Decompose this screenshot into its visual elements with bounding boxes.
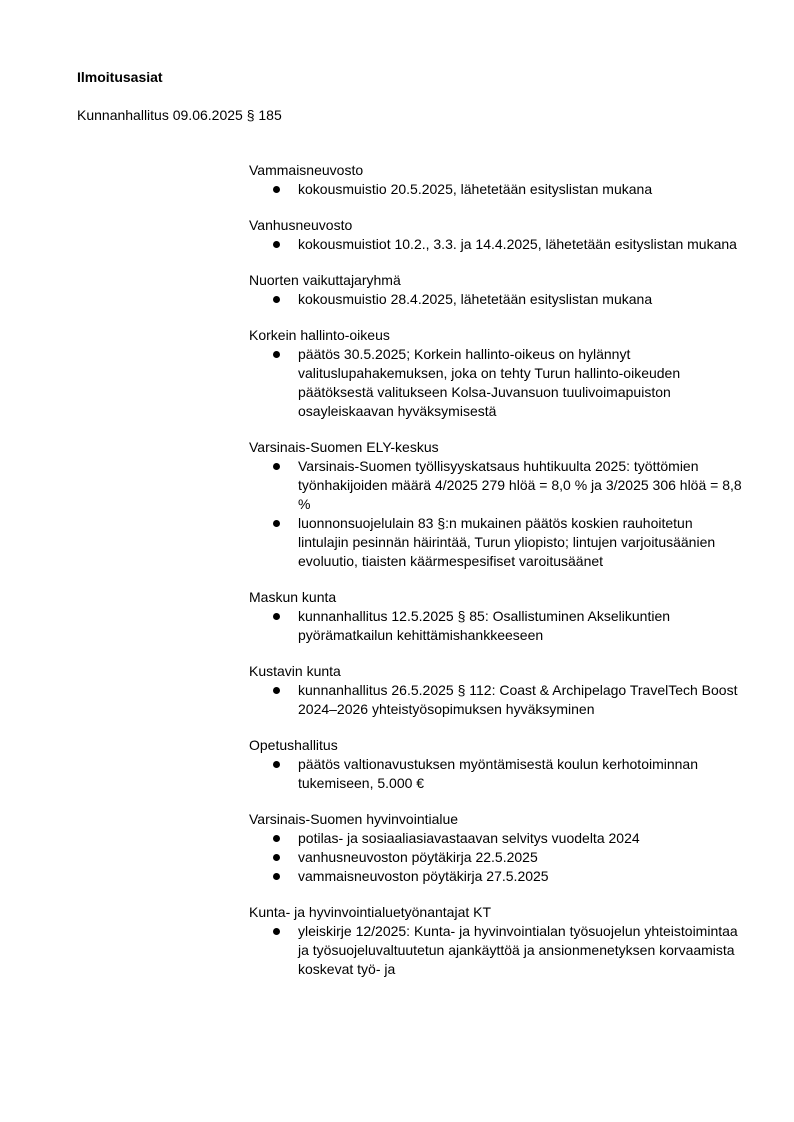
notice-section [249, 588, 744, 645]
section-heading: Vanhusneuvosto [249, 217, 353, 233]
list-item-text: potilas- ja sosiaaliasiavastaavan selvitys vuodelta 2024 [298, 830, 640, 846]
bullet-icon [273, 520, 280, 527]
list-item [249, 755, 744, 793]
bullet-list [249, 829, 744, 886]
bullet-icon [273, 241, 280, 248]
list-item-text: päätös valtionavustuksen myöntämisestä koulun kerhotoiminnan tukemiseen, 5.000 € [298, 756, 699, 791]
bullet-icon [273, 687, 280, 694]
section-heading: Kunta- ja hyvinvointialuetyönantajat KT [249, 904, 492, 920]
list-item-text: kokousmuistio 20.5.2025, lähetetään esityslistan mukana [298, 181, 653, 197]
bullet-icon [273, 761, 280, 768]
notice-section [249, 271, 744, 309]
meeting-reference: Kunnanhallitus 09.06.2025 § 185 [77, 107, 282, 123]
notice-sections [249, 161, 744, 996]
section-heading: Maskun kunta [249, 589, 337, 605]
notice-section [249, 903, 744, 979]
bullet-list [249, 345, 744, 421]
list-item-text: päätös 30.5.2025; Korkein hallinto-oikeus on hylännyt valituslupahakemuksen, joka on tehty Turun hallinto-oikeuden päätöksestä valitukseen Kolsa-Juvansuon tuulivoimapuiston osayleiskaavan hyväksymisestä [298, 346, 681, 419]
bullet-icon [273, 873, 280, 880]
list-item [249, 514, 744, 571]
list-item [249, 180, 744, 199]
notice-section [249, 736, 744, 793]
list-item-text: vammaisneuvoston pöytäkirja 27.5.2025 [298, 868, 549, 884]
list-item-text: vanhusneuvoston pöytäkirja 22.5.2025 [298, 849, 538, 865]
bullet-list [249, 755, 744, 793]
bullet-icon [273, 186, 280, 193]
bullet-icon [273, 928, 280, 935]
list-item-text: kokousmuistiot 10.2., 3.3. ja 14.4.2025, lähetetään esityslistan mukana [298, 236, 737, 252]
bullet-list [249, 922, 744, 979]
list-item [249, 457, 744, 514]
section-heading: Kustavin kunta [249, 663, 341, 679]
section-heading: Vammaisneuvosto [249, 162, 364, 178]
notice-section [249, 662, 744, 719]
list-item [249, 681, 744, 719]
bullet-icon [273, 463, 280, 470]
bullet-list [249, 607, 744, 645]
list-item-text: luonnonsuojelulain 83 §:n mukainen päätös koskien rauhoitetun lintulajin pesinnän häirintää, Turun yliopisto; lintujen varjoitusäänien evoluutio, tiaisten käärmespesifiset varoitusäänet [298, 515, 716, 569]
list-item-text: kokousmuistio 28.4.2025, lähetetään esityslistan mukana [298, 291, 653, 307]
bullet-list [249, 180, 744, 199]
list-item-text: kunnanhallitus 12.5.2025 § 85: Osallistuminen Akselikuntien pyörämatkailun kehittämishankkeeseen [298, 608, 671, 643]
bullet-icon [273, 835, 280, 842]
notice-section [249, 326, 744, 421]
list-item [249, 829, 744, 848]
list-item [249, 345, 744, 421]
bullet-list [249, 681, 744, 719]
page-title: Ilmoitusasiat [77, 69, 163, 85]
list-item [249, 867, 744, 886]
section-heading: Opetushallitus [249, 737, 338, 753]
section-heading: Varsinais-Suomen ELY-keskus [249, 439, 439, 455]
section-heading: Korkein hallinto-oikeus [249, 327, 390, 343]
notice-section [249, 161, 744, 199]
list-item-text: kunnanhallitus 26.5.2025 § 112: Coast & Archipelago TravelTech Boost 2024–2026 yhteistyösopimuksen hyväksyminen [298, 682, 738, 717]
notice-section [249, 810, 744, 886]
bullet-icon [273, 613, 280, 620]
bullet-icon [273, 296, 280, 303]
list-item-text: Varsinais-Suomen työllisyyskatsaus huhtikuulta 2025: työttömien työnhakijoiden määrä 4/2025 279 hlöä = 8,0 % ja 3/2025 306 hlöä = 8,8 % [298, 458, 742, 512]
list-item [249, 848, 744, 867]
list-item [249, 922, 744, 979]
notice-section [249, 438, 744, 571]
bullet-list [249, 457, 744, 571]
bullet-list [249, 235, 744, 254]
section-heading: Varsinais-Suomen hyvinvointialue [249, 811, 459, 827]
bullet-icon [273, 351, 280, 358]
section-heading: Nuorten vaikuttajaryhmä [249, 272, 401, 288]
list-item [249, 607, 744, 645]
bullet-icon [273, 854, 280, 861]
notice-section [249, 216, 744, 254]
bullet-list [249, 290, 744, 309]
list-item [249, 290, 744, 309]
list-item-text: yleiskirje 12/2025: Kunta- ja hyvinvointialan työsuojelun yhteistoimintaa ja työsuojeluvaltuutetun ajankäyttöä ja ansionmenetyksen korvaamista koskevat työ- ja [298, 923, 738, 977]
list-item [249, 235, 744, 254]
